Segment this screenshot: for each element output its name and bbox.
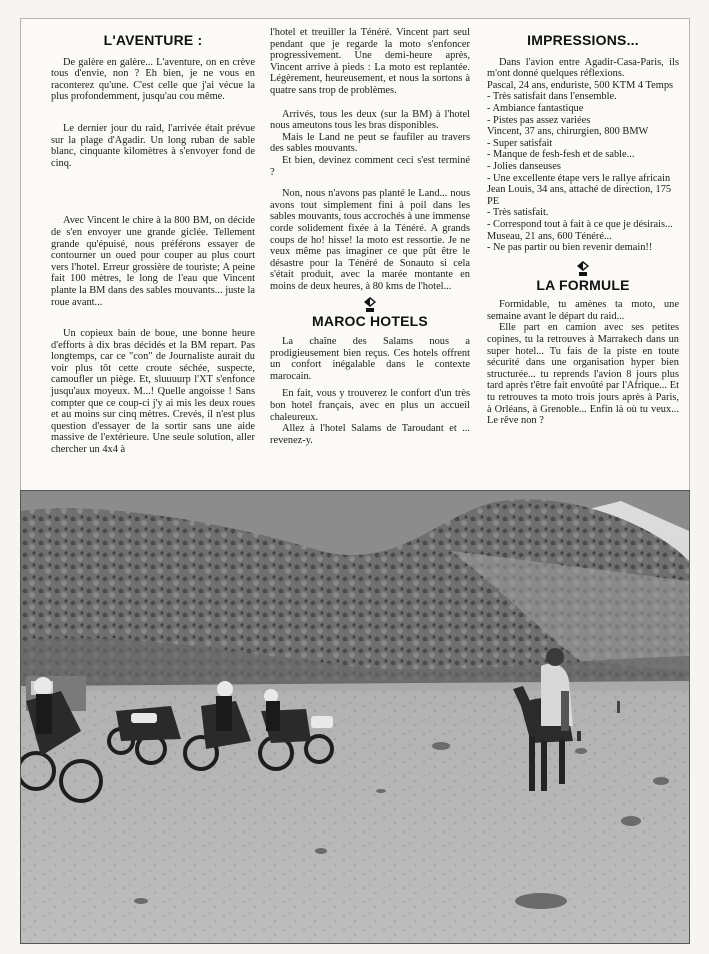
impression-line: - Pistes pas assez variées <box>487 114 591 126</box>
formule-heading: LA FORMULE <box>536 276 630 293</box>
story-paragraph: Et bien, devinez comment ceci s'est terminé ? <box>270 154 470 178</box>
impression-line: Jean Louis, 34 ans, attaché de direction, 175 PE <box>487 184 672 207</box>
pawn-ornament-icon <box>487 260 679 278</box>
impression-line: - Ne pas partir ou bien revenir demain!! <box>487 242 653 254</box>
column-aventure <box>51 32 255 465</box>
impression-line: - Très satisfait. <box>487 207 549 219</box>
aventure-paragraph: Un copieux bain de boue, une bonne heure d'efforts à dix bras décidés et la BM repart. Pas longtemps, car ce "con" de Journaliste aurait du voir plus tôt cette croute séchée, suspecte, camoufler un piège. Et, sluuuurp l'XT s'enfonce jusqu'aux moyeux. M...! Quelle angoisse ! Sans compter que ce coup-ci j'y ai mis les deux roues et au moins sur cinq mètres. Crevés, il n'est plus question d'essayer de la sortir sans une aide massive de l'extérieure. Une seule solution, aller chercher un 4x4 à <box>51 328 255 456</box>
maroc-paragraph: La chaîne des Salams nous a prodigieusement bien reçus. Ces hotels offrent un confort inégalable dans le contexte marocain. <box>270 336 470 382</box>
aventure-paragraph: De galère en galère... L'aventure, on en crève tous d'envie, non ? Eh bien, je ne vous en raconterez qu'une. C'est celle que j'ai vécue la plus profondemment, jusqu'au cou même. <box>51 56 255 103</box>
photo-illustration <box>21 491 689 943</box>
impressions-intro: Dans l'avion entre Agadir-Casa-Paris, ils m'ont donné quelques réflexions. <box>487 56 679 80</box>
formule-paragraph: Formidable, tu amènes ta moto, une semaine avant le départ du raid... <box>487 299 679 322</box>
impression-line: - Super satisfait <box>487 137 553 149</box>
impression-line: - Ambiance fantastique <box>487 102 584 114</box>
aventure-paragraph: Avec Vincent le chire à la 800 BM, on décide de s'en envoyer une grande giclée. Tellement grande qu'épuisé, nous préférons essayer de contourner un oued pour couper au plus court vers l'hotel. Erreur grossière de touriste; A peine fait 100 mètres, le long de l'eau que Vincent plante la BM dans des sables mouvants... juste la roue avant... <box>51 215 255 308</box>
impression-line: - Une excellente étape vers le rallye africain <box>487 172 671 184</box>
maroc-hotels-heading: MAROC HOTELS <box>312 313 428 330</box>
impressions-list <box>487 80 679 254</box>
impression-line: - Manque de fesh-fesh et de sable... <box>487 149 635 161</box>
story-paragraph: Mais le Land ne peut se faufiler au travers des sables mouvants. <box>270 131 470 155</box>
impression-line: Vincent, 37 ans, chirurgien, 800 BMW <box>487 126 649 138</box>
story-paragraph: Non, nous n'avons pas planté le Land... nous avons tout simplement fini à poil dans les sables mouvants, tous accrochés à une immense corde solidement fixée à la Ténéré. A grands coups de ho! hisse! la moto est ressortie. Je ne veux même pas imaginer ce que pût être le désastre pour la Ténéré de Sonauto si cela s'était produit, avec la marée montante en moins de deux heures, à 80 kms de l'hotel... <box>270 188 470 292</box>
aventure-heading: L'AVENTURE : <box>103 32 203 48</box>
impression-line: - Correspond tout à fait à ce que je désirais... <box>487 218 673 230</box>
aventure-paragraph: Le dernier jour du raid, l'arrivée était prévue sur la plage d'Agadir. Un long ruban de sable blanc, cinquante kilomètres à s'envoyer fond de cinq. <box>51 122 255 169</box>
article-text-area <box>20 18 690 494</box>
impression-line: - Jolies danseuses <box>487 160 561 172</box>
pawn-ornament-icon <box>270 296 470 314</box>
impression-line: - Très satisfait dans l'ensemble. <box>487 91 617 103</box>
desert-photo <box>20 490 690 944</box>
maroc-paragraph: En fait, vous y trouverez le confort d'un très bon hotel français, avec en plus un accueil chaleureux. <box>270 388 470 423</box>
story-paragraph: l'hotel et treuiller la Ténéré. Vincent part seul pendant que je regarde la moto s'enfoncer progressivement. Une demi-heure après, Vincent arrive à pieds : La moto est replantée. Légèrement, heureusement, et nous la sortons à quatre sans trop de problèmes. <box>270 27 470 96</box>
column-middle <box>270 27 470 455</box>
story-paragraph: Arrivés, tous les deux (sur la BM) à l'hotel nous ameutons tous les bras disponibles. <box>270 108 470 132</box>
impressions-heading: IMPRESSIONS... <box>527 32 639 48</box>
impression-line: Museau, 21 ans, 600 Ténéré... <box>487 230 612 242</box>
impression-line: Pascal, 24 ans, enduriste, 500 KTM 4 Temps <box>487 79 674 91</box>
column-impressions <box>487 32 679 436</box>
maroc-paragraph: Allez à l'hotel Salams de Taroudant et ... revenez-y. <box>270 423 470 446</box>
formule-paragraph: Elle part en camion avec ses petites copines, tu la retrouves à Marrakech dans un super hotel... Tu fais de la piste en toute sécurité dans une organisation hyper bien structurée... tu reprends l'avion 8 jours plus tard après t'être fait envoûté par l'Afrique... Et tu retrouves ta moto trois jours après à Paris, à Orléans, à Grenoble... Enfin là où tu veux... Le rêve non ? <box>487 322 679 427</box>
